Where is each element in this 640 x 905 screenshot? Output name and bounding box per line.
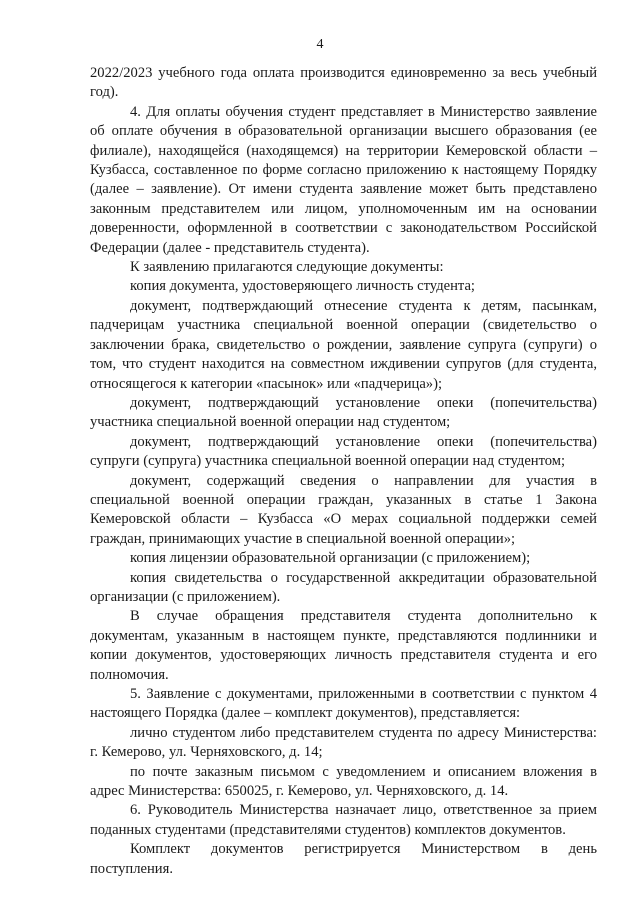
paragraph-relationship-document: документ, подтверждающий отнесение студента к детям, пасынкам, падчерицам участника специальной военной операции (свидетельство о заключении брака, свидетельство о рождении, заявление супруга (супруги) о том, что студент находится на совместном иждивении супругов (для студента, относящегося к категории «пасынок» или «падчерица»); (90, 297, 597, 392)
paragraph-license-copy: копия лицензии образовательной организации (с приложением); (130, 550, 531, 567)
paragraph-in-person: лично студентом либо представителем студента по адресу Министерства: г. Кемерово, ул. Черняховского, д. 14; (90, 724, 597, 761)
paragraph-representative: В случае обращения представителя студента дополнительно к документам, указанным в настоящем пункте, представляются подлинники и копии документов, удостоверяющих личность представителя студента и его полномочия. (90, 608, 597, 683)
paragraph-guardianship-participant: документ, подтверждающий установление опеки (попечительства) участника специальной военной операции над студентом; (90, 394, 597, 431)
paragraph-item-4-application: 4. Для оплаты обучения студент представляет в Министерство заявление об оплате обучения в образовательной организации высшего образования (ее филиале), находящейся (находящемся) на территории Кемеровской области – Кузбасса, составленное по форме согласно приложению к настоящему Порядку (далее – заявление). От имени студента заявление может быть представлено законным представителем или лицом, уполномоченным им на основании доверенности, оформленной в соответствии с законодательством Российской Федерации (далее - представитель студента). (90, 103, 597, 256)
paragraph-guardianship-spouse: документ, подтверждающий установление опеки (попечительства) супруги (супруга) участника специальной военной операции над студентом; (90, 433, 597, 470)
paragraph-accreditation-copy: копия свидетельства о государственной аккредитации образовательной организации (с приложением). (90, 569, 597, 605)
paragraph-deployment-document: документ, содержащий сведения о направлении для участия в специальной военной операции граждан, указанных в статье 1 Закона Кемеровской области – Кузбасса «О мерах социальной поддержки семей граждан, принимающих участие в специальной военной операции»; (90, 472, 597, 547)
paragraph-item-5-submission: 5. Заявление с документами, приложенными в соответствии с пунктом 4 настоящего Порядка (далее – комплект документов), представляется: (90, 686, 597, 722)
page-number: 4 (316, 37, 324, 52)
paragraph-attached-documents: К заявлению прилагаются следующие документы: (130, 259, 444, 276)
paragraph-by-mail: по почте заказным письмом с уведомлением и описанием вложения в адрес Министерства: 650025, г. Кемерово, ул. Черняховского, д. 14. (90, 763, 597, 800)
paragraph-item-6-responsible: 6. Руководитель Министерства назначает лицо, ответственное за прием поданных студентами (представителями студентов) комплектов документов. (90, 802, 597, 838)
paragraph-payment-period: 2022/2023 учебного года оплата производится единовременно за весь учебный год). (90, 65, 597, 101)
paragraph-registration: Комплект документов регистрируется Министерством в день поступления. (90, 841, 597, 877)
document-body (90, 64, 597, 879)
paragraph-id-copy: копия документа, удостоверяющего личность студента; (130, 278, 475, 295)
